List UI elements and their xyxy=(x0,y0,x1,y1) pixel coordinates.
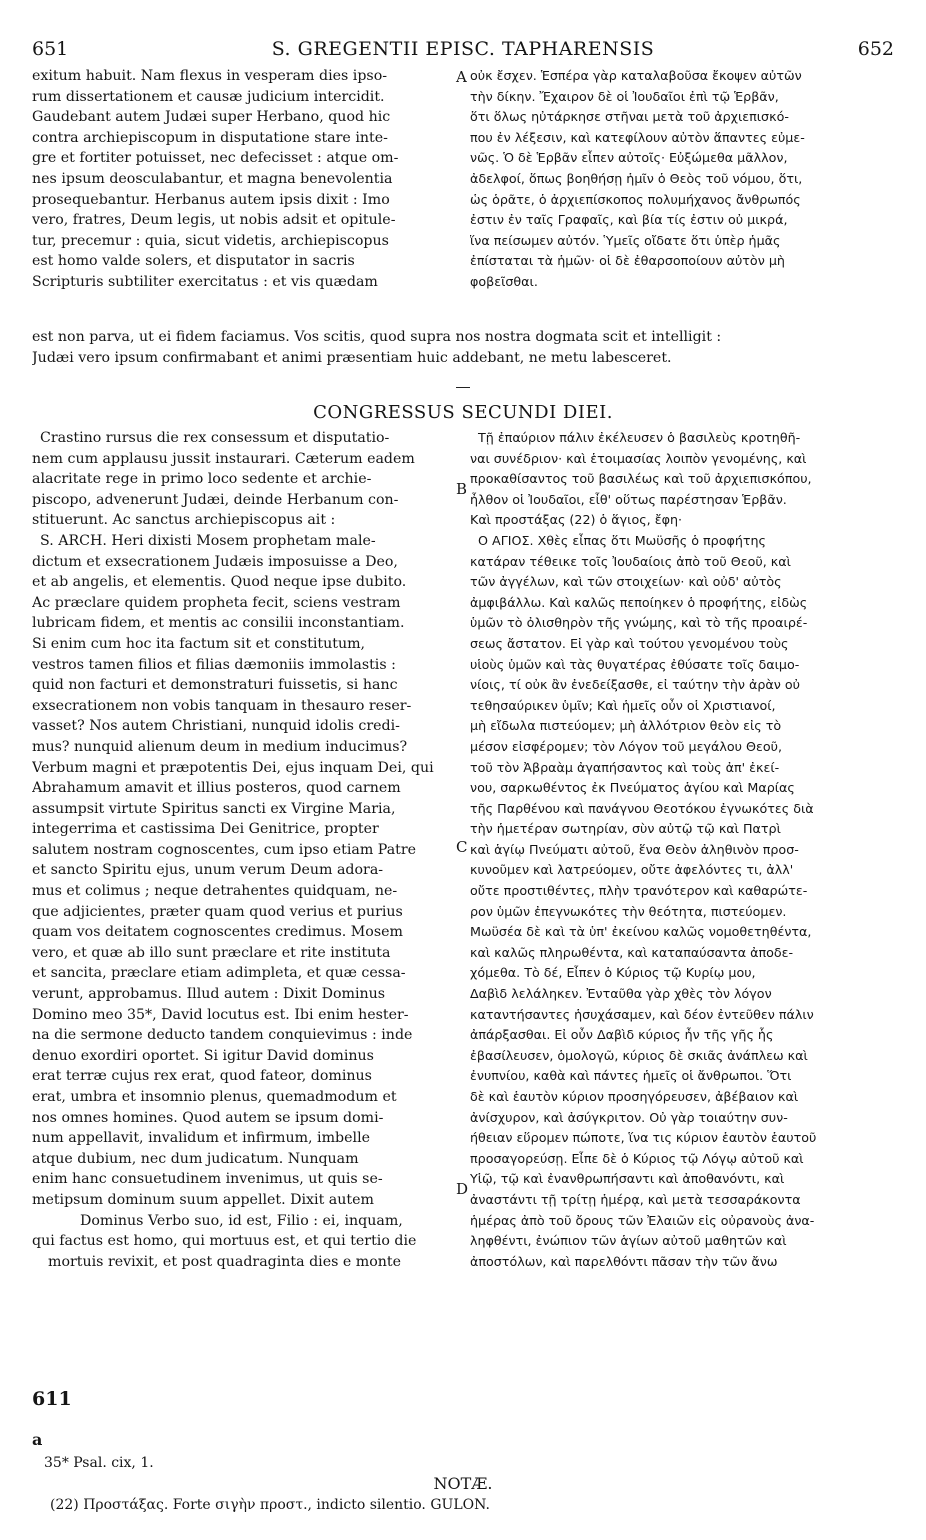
text-line: enim hanc consuetudinem invenimus, ut quis se- xyxy=(32,1171,383,1188)
text-line: Abrahamum amavit et illius posteros, quod carnem xyxy=(32,780,401,797)
text-line: est non parva, ut ei fidem faciamus. Vos scitis, quod supra nos nostra dogmata scit et intelligit : xyxy=(32,329,722,345)
text-line: ναι συνέδριον· καὶ ἑτοιμασίας λοιπὸν γενομένης, καὶ xyxy=(470,450,807,466)
margin-letter-d: D xyxy=(456,1180,469,1198)
latin-column xyxy=(32,428,456,1272)
text-line: piscopo, advenerunt Judæi, deinde Herbanum con- xyxy=(32,491,399,508)
text-line: ήθειαν εὕρομεν πώποτε, ἵνα τις κύριον ἑαυτὸν ἑαυτοῦ xyxy=(470,1130,817,1146)
text-line: τοῦ τὸν Ἀβραὰμ ἀγαπήσαντος καὶ τοὺς ἀπ' ἐκεί- xyxy=(470,759,780,775)
text-line: alacritate rege in primo loco sedente et archie- xyxy=(32,471,372,488)
text-line: ἀδελφοί, ὅπως βοηθήσῃ ἡμῖν ὁ Θεὸς τοῦ νόμου, ὅτι, xyxy=(470,170,803,186)
text-line: et sancto Spiritu ejus, unum verum Deum adora- xyxy=(32,862,384,879)
text-line: μὴ εἴδωλα πιστεύομεν; μὴ ἀλλότριον θεὸν εἰς τὸ xyxy=(470,718,782,734)
margin-letter-lower-a: a xyxy=(32,1430,43,1449)
text-line: tur, precemur : quia, sicut videtis, archiepiscopus xyxy=(32,232,389,249)
text-line: assumpsit virtute Spiritus sancti ex Virgine Maria, xyxy=(32,800,396,817)
text-line: ληφθέντι, ἐνώπιον τῶν ἁγίων αὐτοῦ μαθητῶν καὶ xyxy=(470,1233,787,1249)
text-line: que adjicientes, præter quam quod verius et purius xyxy=(32,903,403,920)
running-title: S. GREGENTII EPISC. TAPHARENSIS xyxy=(271,38,655,60)
text-line: lubricam fidem, et mentis ac consilii inconstantiam. xyxy=(32,615,405,632)
text-line: δὲ καὶ ἑαυτὸν κύριον προσηγόρευσεν, ἀβέβαιον καὶ xyxy=(470,1089,799,1104)
text-line: nos omnes homines. Quod autem se ipsum domi- xyxy=(32,1109,384,1126)
text-line: exsecrationem non vobis tanquam in thesauro reser- xyxy=(32,697,412,714)
text-line: καταντήσαντες ἡσυχάσαμεν, καὶ δέον ἐντεῦθεν πάλιν xyxy=(470,1006,814,1022)
text-line: dictum et exsecrationem Judæis imposuisse a Deo, xyxy=(32,553,398,570)
text-line: exitum habuit. Nam flexus in vesperam dies ipso- xyxy=(32,68,388,84)
text-line: num appellavit, invalidum et infirmum, imbelle xyxy=(32,1130,370,1147)
text-line: τὴν δίκην. Ἔχαιρον δὲ οἱ Ἰουδαῖοι ἐπὶ τῷ Ἑρβᾶν, xyxy=(470,88,779,104)
text-line: denuo exordiri oportet. Si igitur David dominus xyxy=(32,1047,374,1064)
text-line: mus? nunquid alienum deum in medium inducimus? xyxy=(32,738,408,755)
text-line: καὶ καλῶς πληρωθέντα, καὶ καταπαύσαντα ἀποδε- xyxy=(470,944,794,960)
text-line: οὔτε προστιθέντες, πλὴν τρανότερον καὶ καθαρώτε- xyxy=(470,883,808,899)
text-line: τὴν ἡμετέραν σωτηρίαν, σὺν αὐτῷ τῷ καὶ Πατρὶ xyxy=(470,821,781,837)
text-line: ρον ὑμῶν ἐπεγνωκότες τὴν θεότητα, πιστεύομεν. xyxy=(470,903,787,919)
running-header xyxy=(32,38,894,62)
text-line: κατάραν τέθεικε τοῖς Ἰουδαίοις ἀπὸ τοῦ Θεοῦ, καὶ xyxy=(470,553,791,569)
top-greek-column xyxy=(470,66,894,293)
text-line: καὶ ἁγίῳ Πνεύματι αὐτοῦ, ἕνα Θεὸν ἀληθινὸν προσ- xyxy=(470,841,799,857)
text-line: ἀναστάντι τῇ τρίτῃ ἡμέρᾳ, καὶ μετὰ τεσσαράκοντα xyxy=(470,1191,801,1207)
top-latin-column xyxy=(32,66,456,293)
text-line: τῶν ἀγγέλων, καὶ τῶν στοιχείων· καὶ οὐδ' αὐτὸς xyxy=(470,574,782,590)
greek-column xyxy=(470,428,894,1272)
text-line: ἐβασίλευσεν, ὁμολογῶ, κύριος δὲ σκιᾶς ἀνάπλεω καὶ xyxy=(470,1047,808,1063)
text-line: νου, σαρκωθέντος ἐκ Πνεύματος ἁγίου καὶ Μαρίας xyxy=(470,780,795,796)
text-line: τῆς Παρθένου καὶ πανάγνου Θεοτόκου ἐγνωκότες διὰ xyxy=(470,800,814,816)
text-line: Ac præclare quidem propheta fecit, sciens vestram xyxy=(32,594,401,611)
text-line: φοβεῖσθαι. xyxy=(470,273,538,289)
text-line: Si enim cum hoc ita factum sit et constitutum, xyxy=(32,635,366,652)
text-line: contra archiepiscopum in disputatione stare inte- xyxy=(32,129,388,146)
text-line: mus et colimus ; neque detrahentes quidquam, ne- xyxy=(32,883,398,900)
text-line: vasset? Nos autem Christiani, nunquid idolis credi- xyxy=(32,718,400,735)
footnote-22: (22) Προστάξας. Forte σιγὴν προστ., indicto silentio. GULON. xyxy=(50,1497,490,1513)
text-line: ὅτι ὅλως ηὐτάρκησε στῆναι μετὰ τοῦ ἀρχιεπισκό- xyxy=(470,109,789,125)
text-line: υἱοὺς ὑμῶν καὶ τὰς θυγατέρας ἐθύσατε τοῖς δαιμο- xyxy=(470,656,800,672)
text-line: verunt, approbamus. Illud autem : Dixit Dominus xyxy=(32,986,386,1003)
text-line: ἀποστόλων, καὶ παρελθόντι πᾶσαν τὴν τῶν ἄνω xyxy=(470,1253,778,1269)
notes-heading: NOTÆ. xyxy=(433,1474,493,1493)
text-line: Υἱῷ, τῷ καὶ ἐνανθρωπήσαντι καὶ ἀποθανόντι, καὶ xyxy=(470,1171,785,1187)
text-line: integerrima et castissima Dei Genitrice, propter xyxy=(32,821,379,838)
text-line: Dominus Verbo suo, id est, Filio : ei, inquam, xyxy=(80,1212,403,1229)
margin-letter-a: A xyxy=(456,68,467,86)
scripture-reference: 35* Psal. cix, 1. xyxy=(44,1455,154,1471)
text-line: ἀνίσχυρον, καὶ ἀσύγκριτον. Οὐ γὰρ τοιαύτην συν- xyxy=(470,1109,788,1125)
text-line: metipsum dominum suum appellet. Dixit autem xyxy=(32,1191,374,1208)
full-width-text xyxy=(32,327,894,368)
text-line: οὐκ ἔσχεν. Ἑσπέρα γὰρ καταλαβοῦσα ἔκοψεν αὐτῶν xyxy=(470,68,802,83)
text-line: et ab angelis, et elementis. Quod neque ipse dubito. xyxy=(32,574,407,591)
text-line: ἐπίσταται τὰ ἡμῶν· οἱ δὲ ἐθαρσοποίουν αὐτὸν μὴ xyxy=(470,253,785,269)
text-line: vero, fratres, Deum legis, ut nobis adsit et opitule- xyxy=(32,212,396,229)
text-line: Domino meo 35*, David locutus est. Ibi enim hester- xyxy=(32,1006,409,1023)
text-line: σεως ἄστατον. Εἰ γὰρ καὶ τούτου γενομένου τοὺς xyxy=(470,635,789,651)
text-line: nem cum applausu jussit instaurari. Cæterum eadem xyxy=(32,450,415,467)
text-line: na die sermone deducto tandem conquievimus : inde xyxy=(32,1027,413,1044)
text-line: erat, umbra et insomnio plenus, quemadmodum et xyxy=(32,1089,397,1105)
text-line: qui factus est homo, qui mortuus est, et qui tertio die xyxy=(32,1233,417,1250)
text-line: Verbum magni et præpotentis Dei, ejus inquam Dei, qui xyxy=(32,759,434,776)
text-line: ἀπάρξασθαι. Εἰ οὖν Δαβὶδ κύριος ἦν τῆς γῆς ἧς xyxy=(470,1027,774,1043)
text-line: τεθησαύρικεν ὑμῖν; Καὶ ἡμεῖς οὖν οἱ Χριστιανοί, xyxy=(470,697,776,713)
text-line: Μωϋσέα δὲ καὶ τὰ ὑπ' ἐκείνου καλῶς νομοθετηθέντα, xyxy=(470,924,812,940)
text-line: quam vos deitatem cognoscentes credimus. Mosem xyxy=(32,924,403,941)
text-line: et sancita, præclare etiam adimpleta, et quæ cessa- xyxy=(32,965,406,982)
text-line: νίοις, τί οὐκ ἂν ἐνεδείξασθε, εἰ ταύτην τὴν ἀρὰν οὐ xyxy=(470,677,801,693)
text-line: nes ipsum deosculabantur, et magna benevolentia xyxy=(32,170,393,187)
text-line: prosequebantur. Herbanus autem ipsis dixit : Imo xyxy=(32,191,390,208)
column-number-611: 611 xyxy=(32,1388,72,1410)
text-line: Crastino rursus die rex consessum et disputatio- xyxy=(40,430,390,446)
text-line: Δαβὶδ λελάληκεν. Ἐνταῦθα γὰρ χθὲς τὸν λόγον xyxy=(470,986,772,1002)
page-number-right: 652 xyxy=(857,38,894,60)
text-line: gre et fortiter potuisset, nec defecisset : atque om- xyxy=(32,150,399,167)
text-line: ἀμφιβάλλω. Καὶ καλῶς πεποίηκεν ὁ προφήτης, εἰδὼς xyxy=(470,594,808,610)
section-divider xyxy=(456,387,470,388)
page-number-left: 651 xyxy=(32,38,69,60)
text-line: S. ARCH. Heri dixisti Mosem prophetam male- xyxy=(40,532,376,549)
text-line: Gaudebant autem Judæi super Herbano, quod hic xyxy=(32,109,391,126)
text-line: ὡς ὁρᾶτε, ὁ ἀρχιεπίσκοπος πολυμήχανος ἄνθρωπός xyxy=(470,191,801,207)
text-line: est homo valde solers, et disputator in sacris xyxy=(32,253,355,270)
text-line: μέσον εἰσφέρομεν; τὸν Λόγον τοῦ μεγάλου Θεοῦ, xyxy=(470,738,782,754)
text-line: που ἐν λέξεσιν, καὶ κατεφίλουν αὐτὸν ἅπαντες εὐμε- xyxy=(470,129,805,145)
text-line: atque dubium, nec dum judicatum. Nunquam xyxy=(32,1150,359,1167)
text-line: Judæi vero ipsum confirmabant et animi præsentiam huic addebant, ne metu labesceret. xyxy=(32,349,672,366)
text-line: ἐνυπνίου, καθὰ καὶ πάντες ἡμεῖς οἱ ἄνθρωποι. Ὅτι xyxy=(470,1068,792,1084)
text-line: προκαθίσαντος τοῦ βασιλέως καὶ τοῦ ἀρχιεπισκόπου, xyxy=(470,471,812,487)
text-line: προσαγορεύσῃ. Εἶπε δὲ ὁ Κύριος τῷ Λόγῳ αὐτοῦ καὶ xyxy=(470,1150,804,1166)
text-line: vero, et quæ ab illo sunt præclare et rite instituta xyxy=(32,944,391,961)
text-line: Scripturis subtiliter exercitatus : et vis quædam xyxy=(32,273,378,290)
text-line: rum dissertationem et causæ judicium intercidit. xyxy=(32,88,385,105)
text-line: Τῇ ἐπαύριον πάλιν ἐκέλευσεν ὁ βασιλεὺς κροτηθῆ- xyxy=(478,430,801,445)
text-line: erat terræ cujus rex erat, quod fateor, dominus xyxy=(32,1068,372,1085)
text-line: Καὶ προστάξας (22) ὁ ἅγιος, ἔφη· xyxy=(470,512,683,528)
section-title: CONGRESSUS SECUNDI DIEI. xyxy=(313,402,613,423)
text-line: vestros tamen filios et filias dæmoniis immolastis : xyxy=(32,656,396,673)
text-line: νῶς. Ὁ δὲ Ἑρβᾶν εἶπεν αὐτοῖς· Εὐξώμεθα μᾶλλον, xyxy=(470,150,788,166)
margin-letter-b: B xyxy=(456,480,468,498)
text-line: κυνοῦμεν καὶ λατρεύομεν, οὔτε ἀφελόντες τι, ἀλλ' xyxy=(470,862,794,878)
text-line: quid non facturi et demonstraturi fuissetis, si hanc xyxy=(32,677,398,694)
margin-letter-c: C xyxy=(456,838,468,856)
text-line: Ο ΑΓΙΟΣ. Χθὲς εἶπας ὅτι Μωϋσῆς ὁ προφήτης xyxy=(478,532,766,548)
text-line: ἡμέρας ἀπὸ τοῦ ὄρους τῶν Ἐλαιῶν εἰς οὐρανοὺς ἀνα- xyxy=(470,1212,815,1228)
text-line: ἵνα πείσωμεν αὐτόν. Ὑμεῖς οἴδατε ὅτι ὑπὲρ ἡμᾶς xyxy=(470,232,781,248)
text-line: ἦλθον οἱ Ἰουδαῖοι, εἶθ' οὕτως παρέστησαν Ἑρβᾶν. xyxy=(470,491,787,507)
text-line: stituerunt. Ac sanctus archiepiscopus ait : xyxy=(32,512,336,529)
text-line: ἐστιν ἐν ταῖς Γραφαῖς, καὶ βία τίς ἐστιν οὐ μικρά, xyxy=(470,212,788,228)
text-line: salutem nostram cognoscentes, cum ipso etiam Patre xyxy=(32,841,417,858)
text-line: mortuis revixit, et post quadraginta dies e monte xyxy=(48,1253,402,1270)
text-line: χόμεθα. Τὸ δέ, Εἶπεν ὁ Κύριος τῷ Κυρίῳ μου, xyxy=(470,965,756,981)
text-line: ὑμῶν τὸ ὀλισθηρὸν τῆς γνώμης, καὶ τὸ τῆς προαιρέ- xyxy=(470,615,808,631)
